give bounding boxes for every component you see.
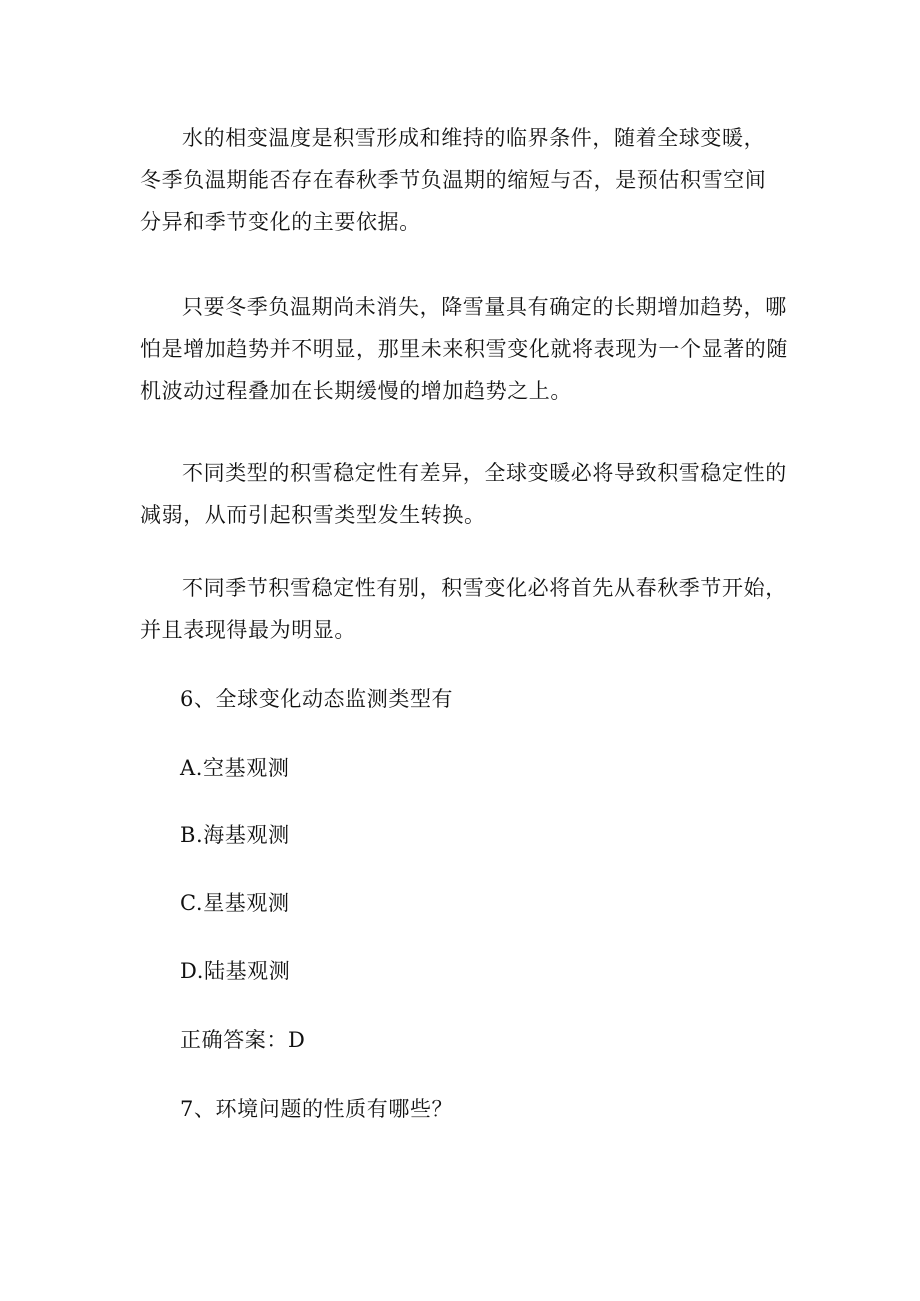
- paragraph-line: 机波动过程叠加在长期缓慢的增加趋势之上。: [140, 379, 572, 403]
- paragraph-2: [140, 286, 790, 412]
- paragraph-line: 冬季负温期能否存在春秋季节负温期的缩短与否，是预估积雪空间: [140, 168, 767, 192]
- paragraph-3: [140, 452, 790, 536]
- paragraph-line: 只要冬季负温期尚未消失，降雪量具有确定的长期增加趋势，哪: [182, 295, 787, 319]
- question-6-option-a: A.空基观测: [180, 756, 290, 780]
- question-6-option-b: B.海基观测: [180, 823, 290, 847]
- paragraph-line: 减弱，从而引起积雪类型发生转换。: [140, 503, 486, 527]
- paragraph-line: 不同季节积雪稳定性有别，积雪变化必将首先从春秋季节开始，: [182, 576, 787, 600]
- paragraph-line: 分异和季节变化的主要依据。: [140, 210, 421, 234]
- paragraph-line: 水的相变温度是积雪形成和维持的临界条件，随着全球变暖，: [182, 126, 766, 150]
- question-6-title: 6、全球变化动态监测类型有: [180, 687, 454, 711]
- question-6-answer: 正确答案：D: [180, 1028, 306, 1052]
- paragraph-4: [140, 567, 790, 651]
- paragraph-line: 并且表现得最为明显。: [140, 618, 356, 642]
- paragraph-line: 怕是增加趋势并不明显，那里未来积雪变化就将表现为一个显著的随: [140, 337, 788, 361]
- question-7-title: 7、环境问题的性质有哪些？: [180, 1097, 454, 1121]
- question-6-option-d: D.陆基观测: [180, 959, 291, 983]
- paragraph-line: 不同类型的积雪稳定性有差异，全球变暖必将导致积雪稳定性的: [182, 461, 787, 485]
- paragraph-1: [140, 117, 790, 243]
- question-6-option-c: C.星基观测: [180, 891, 290, 915]
